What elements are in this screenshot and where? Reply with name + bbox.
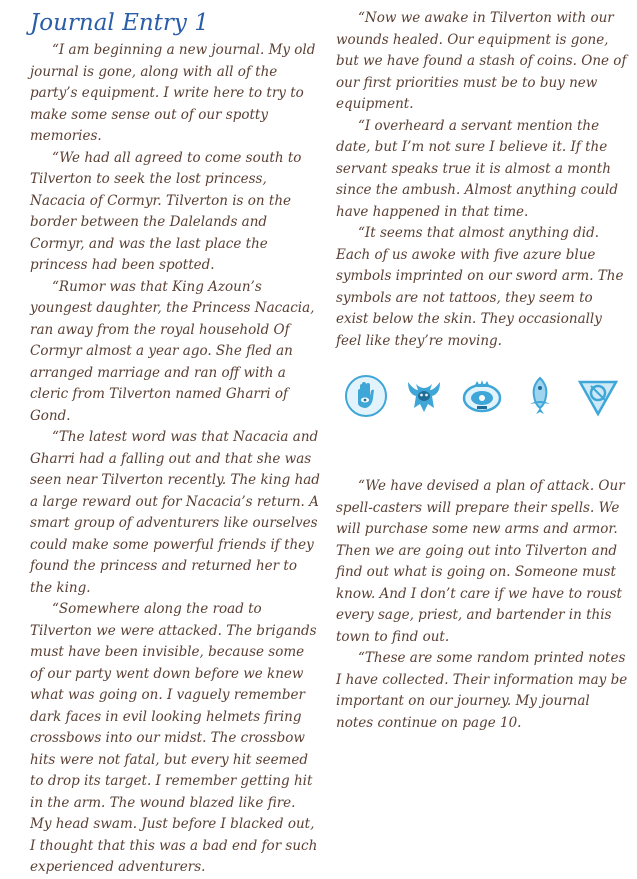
journal-paragraph: “I am beginning a new journal. My old journal is gone, along with all of the party’s equipment. I write here to try to make some sense out of our spotty memories. <box>30 42 316 144</box>
journal-title: Journal Entry 1 <box>30 10 209 36</box>
spacer <box>336 438 628 476</box>
journal-paragraph: “We had all agreed to come south to Tilverton to seek the lost princess, Nacacia of Cormyr. Tilverton is on the border between the Dalelands and Cormyr, and was the last place the princess had been spotted. <box>30 149 302 273</box>
fish-dagger-icon <box>518 374 562 418</box>
journal-paragraph: “I overheard a servant mention the date, but I’m not sure I believe it. If the servant speaks true it is almost a month since the ambush. Almost anything could have happened in that time. <box>336 117 618 220</box>
left-column <box>30 8 320 879</box>
journal-paragraph: “We have devised a plan of attack. Our spell-casters will prepare their spells. We will purchase some new arms and armor. Then we are going out into Tilverton and find out what is going on. Someone must know. And I don’t care if we have to roust every sage, priest, and bartender in this town to find out. <box>336 478 625 645</box>
hand-eye-icon <box>344 374 388 418</box>
azure-symbols-row <box>336 374 628 418</box>
horned-helm-icon <box>402 374 446 418</box>
right-column <box>336 8 628 734</box>
triangle-circle-icon <box>576 374 620 418</box>
journal-paragraph: “The latest word was that Nacacia and Gharri had a falling out and that she was seen near Tilverton recently. The king had a large reward out for Nacacia’s return. A smart group of adventurers like ourselves could make some powerful friends if they found the princess and returned her to the king. <box>30 429 320 596</box>
journal-paragraph: “Rumor was that King Azoun’s youngest daughter, the Princess Nacacia, ran away from the royal household Of Cormyr almost a year ago. She fled an arranged marriage and ran off with a cleric from Tilverton named Gharri of Gond. <box>30 278 315 424</box>
journal-paragraph: “It seems that almost anything did. Each of us awoke with five azure blue symbols imprinted on our sword arm. The symbols are not tattoos, they seem to exist below the skin. They occasionally feel like they’re moving. <box>336 225 624 349</box>
journal-paragraph: “Somewhere along the road to Tilverton we were attacked. The brigands must have been invisible, because some of our party went down before we knew what was going on. I vaguely remember dark faces in evil looking helmets firing crossbows into our midst. The crossbow hits were not fatal, but every hit seemed to drop its target. I remember getting hit in the arm. The wound blazed like fire. My head swam. Just before I blacked out, I thought that this was a bad end for such experienced adventurers. <box>30 601 318 875</box>
journal-paragraph: “Now we awake in Tilverton with our wounds healed. Our equipment is gone, but we have found a stash of coins. One of our first priorities must be to buy new equipment. <box>336 10 627 112</box>
journal-paragraph: “These are some random printed notes I have collected. Their information may be important on our journey. My journal notes continue on page 10. <box>336 650 628 731</box>
crown-shield-icon <box>460 374 504 418</box>
